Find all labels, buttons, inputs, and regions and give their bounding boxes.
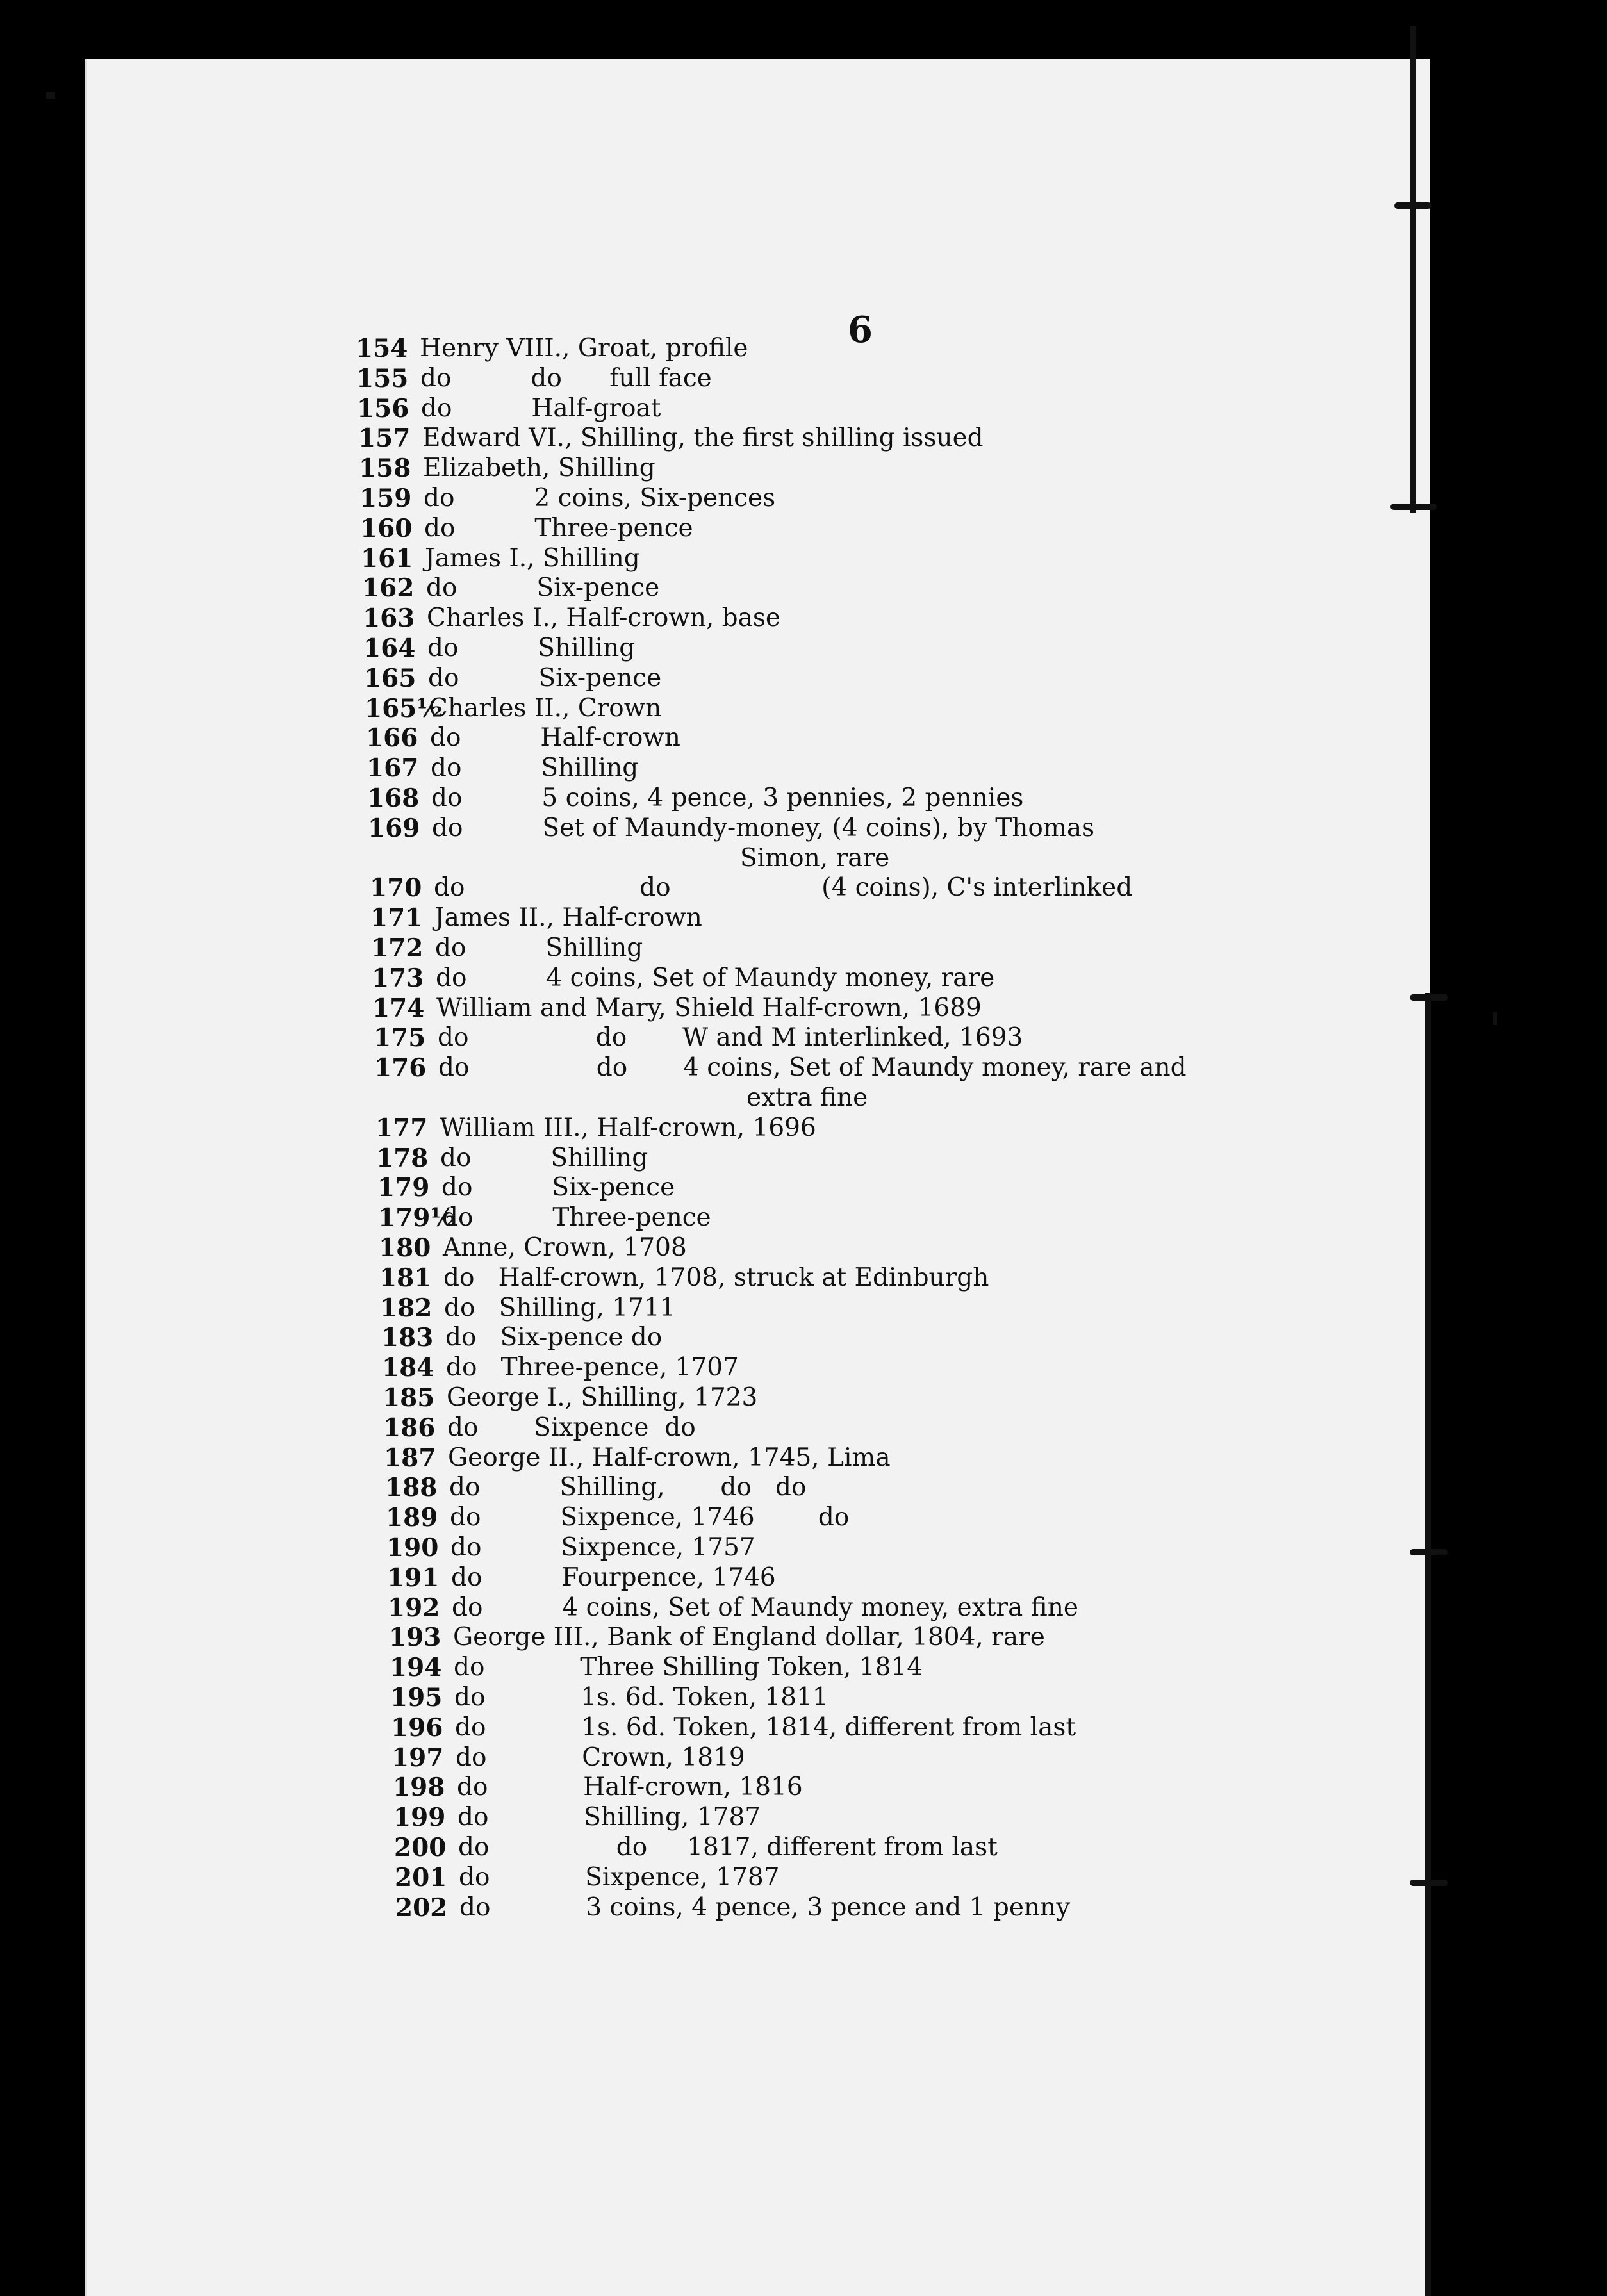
entry-number: 192 — [388, 1593, 440, 1623]
document-page — [85, 59, 1430, 2296]
entry-description: extra fine — [746, 1083, 868, 1112]
entry-description: George III., Bank of England dollar, 1804, rare — [453, 1623, 1045, 1652]
entry-number: 191 — [387, 1562, 440, 1593]
entry-number: 165½ — [365, 693, 443, 723]
entry-description: do Fourpence, 1746 — [451, 1562, 776, 1592]
entry-number: 202 — [395, 1892, 448, 1923]
entry-number: 166 — [366, 723, 418, 753]
binding-tick — [1394, 202, 1431, 209]
binding-line-upper — [1410, 26, 1416, 512]
entry-description: do Six-pence — [426, 573, 660, 603]
entry-description: do do full face — [420, 363, 712, 393]
entry-description: do Shilling — [431, 753, 639, 783]
entry-description: James II., Half-crown — [434, 903, 702, 933]
entry-description: do Three-pence, 1707 — [446, 1353, 739, 1382]
entry-number: 195 — [390, 1683, 443, 1712]
entry-number: 196 — [391, 1712, 443, 1742]
catalogue-entries — [87, 59, 1430, 2296]
entry-description: do Set of Maundy-money, (4 coins), by Thomas — [432, 813, 1095, 842]
entry-number: 179½ — [378, 1203, 457, 1233]
entry-number: 185 — [383, 1383, 435, 1413]
entry-description: do Three-pence — [424, 513, 693, 543]
entry-description: do do (4 coins), C's interlinked — [434, 873, 1133, 903]
entry-description: do Half-crown — [430, 723, 680, 753]
entry-description: do Half-groat — [421, 393, 661, 423]
entry-number: 193 — [389, 1623, 441, 1653]
entry-number: 187 — [384, 1443, 436, 1473]
entry-number: 198 — [393, 1773, 445, 1803]
entry-description: do Six-pence — [428, 663, 662, 693]
entry-number: 162 — [362, 573, 415, 603]
entry-description: do Crown, 1819 — [456, 1742, 745, 1772]
entry-description: Charles I., Half-crown, base — [427, 603, 780, 633]
entry-number: 165 — [364, 663, 416, 693]
entry-number: 189 — [386, 1503, 438, 1533]
entry-number: 160 — [360, 513, 413, 543]
entry-number: 184 — [382, 1353, 434, 1383]
entry-description: Elizabeth, Shilling — [423, 454, 655, 483]
entry-number: 169 — [368, 813, 420, 843]
margin-mark — [1493, 1012, 1497, 1025]
binding-line-lower — [1425, 993, 1431, 2296]
entry-number: 171 — [370, 903, 423, 933]
entry-number: 194 — [390, 1653, 442, 1683]
entry-description: do Shilling, do do — [449, 1473, 807, 1502]
entry-number: 167 — [367, 753, 419, 783]
entry-description: Henry VIII., Groat, profile — [420, 334, 748, 363]
entry-number: 181 — [379, 1263, 432, 1293]
entry-number: 155 — [356, 363, 409, 393]
entry-description: do Sixpence, 1746 do — [450, 1503, 850, 1532]
entry-description: George II., Half-crown, 1745, Lima — [448, 1443, 891, 1472]
entry-description: do Half-crown, 1816 — [457, 1773, 803, 1802]
entry-number: 183 — [381, 1323, 434, 1353]
entry-number: 174 — [372, 993, 425, 1023]
entry-description: do Six-pence — [441, 1173, 675, 1202]
entry-number: 200 — [394, 1833, 447, 1862]
entry-description: do 1s. 6d. Token, 1811 — [454, 1683, 828, 1712]
entry-description: do 5 coins, 4 pence, 3 pennies, 2 pennies — [431, 783, 1024, 812]
binding-tick — [1410, 1549, 1448, 1555]
entry-number: 197 — [391, 1742, 444, 1773]
entry-number: 163 — [363, 603, 415, 634]
binding-tick — [1410, 994, 1448, 1001]
entry-number: 177 — [375, 1113, 428, 1143]
entry-description: do Half-crown, 1708, struck at Edinburgh — [443, 1263, 989, 1292]
entry-number: 161 — [361, 543, 413, 573]
entry-description: William III., Half-crown, 1696 — [440, 1113, 816, 1142]
entry-description: do Shilling — [435, 933, 643, 962]
entry-description: George I., Shilling, 1723 — [447, 1383, 758, 1412]
entry-description: Simon, rare — [740, 843, 890, 873]
entry-description: do do W and M interlinked, 1693 — [438, 1023, 1023, 1053]
entry-number: 190 — [386, 1533, 439, 1562]
binding-tick — [1390, 504, 1437, 510]
entry-description: do Shilling — [440, 1143, 648, 1172]
entry-description: James I., Shilling — [425, 543, 640, 573]
entry-number: 170 — [370, 873, 422, 903]
entry-description: do Three-pence — [442, 1203, 711, 1233]
entry-number: 180 — [379, 1233, 431, 1263]
page-number: 6 — [848, 309, 873, 351]
entry-description: do do 1817, different from last — [458, 1833, 998, 1862]
entry-description: do Shilling, 1787 — [457, 1803, 761, 1832]
entry-number: 168 — [367, 783, 420, 813]
entry-description: do Three Shilling Token, 1814 — [454, 1653, 923, 1682]
entry-description: do 4 coins, Set of Maundy money, extra fine — [452, 1593, 1078, 1622]
entry-number: 176 — [374, 1053, 427, 1083]
entry-description: William and Mary, Shield Half-crown, 1689 — [436, 993, 982, 1022]
entry-number: 158 — [359, 454, 411, 484]
entry-description: do 2 coins, Six-pences — [424, 484, 776, 512]
margin-mark — [46, 92, 55, 99]
entry-description: Edward VI., Shilling, the first shilling issued — [422, 423, 984, 453]
entry-description: do 3 coins, 4 pence, 3 pence and 1 penny — [459, 1892, 1071, 1922]
entry-number: 186 — [383, 1413, 436, 1443]
entry-description: do 1s. 6d. Token, 1814, different from last — [455, 1712, 1076, 1742]
entry-number: 182 — [380, 1293, 433, 1323]
entry-number: 179 — [377, 1173, 430, 1203]
entry-description: do do 4 coins, Set of Maundy money, rare and — [438, 1053, 1187, 1083]
entry-description: do Shilling, 1711 — [444, 1293, 676, 1322]
entry-number: 154 — [356, 334, 408, 363]
entry-number: 175 — [374, 1023, 426, 1053]
entry-description: do Six-pence do — [445, 1323, 663, 1352]
entry-description: do 4 coins, Set of Maundy money, rare — [436, 963, 995, 992]
entry-number: 172 — [371, 933, 424, 963]
binding-tick — [1410, 1880, 1448, 1886]
entry-number: 201 — [395, 1862, 447, 1892]
entry-number: 199 — [393, 1803, 446, 1833]
entry-description: do Sixpence do — [447, 1413, 696, 1442]
entry-number: 159 — [359, 484, 412, 513]
entry-number: 156 — [357, 393, 409, 423]
entry-number: 164 — [363, 634, 416, 663]
entry-description: Charles II., Crown — [429, 693, 662, 723]
entry-description: do Sixpence, 1757 — [450, 1533, 755, 1562]
entry-number: 157 — [358, 423, 411, 454]
entry-description: do Sixpence, 1787 — [459, 1862, 780, 1892]
entry-number: 173 — [372, 963, 424, 993]
entry-description: Anne, Crown, 1708 — [443, 1233, 687, 1262]
entry-description: do Shilling — [427, 634, 636, 662]
entry-number: 178 — [376, 1143, 429, 1173]
entry-number: 188 — [385, 1473, 438, 1503]
